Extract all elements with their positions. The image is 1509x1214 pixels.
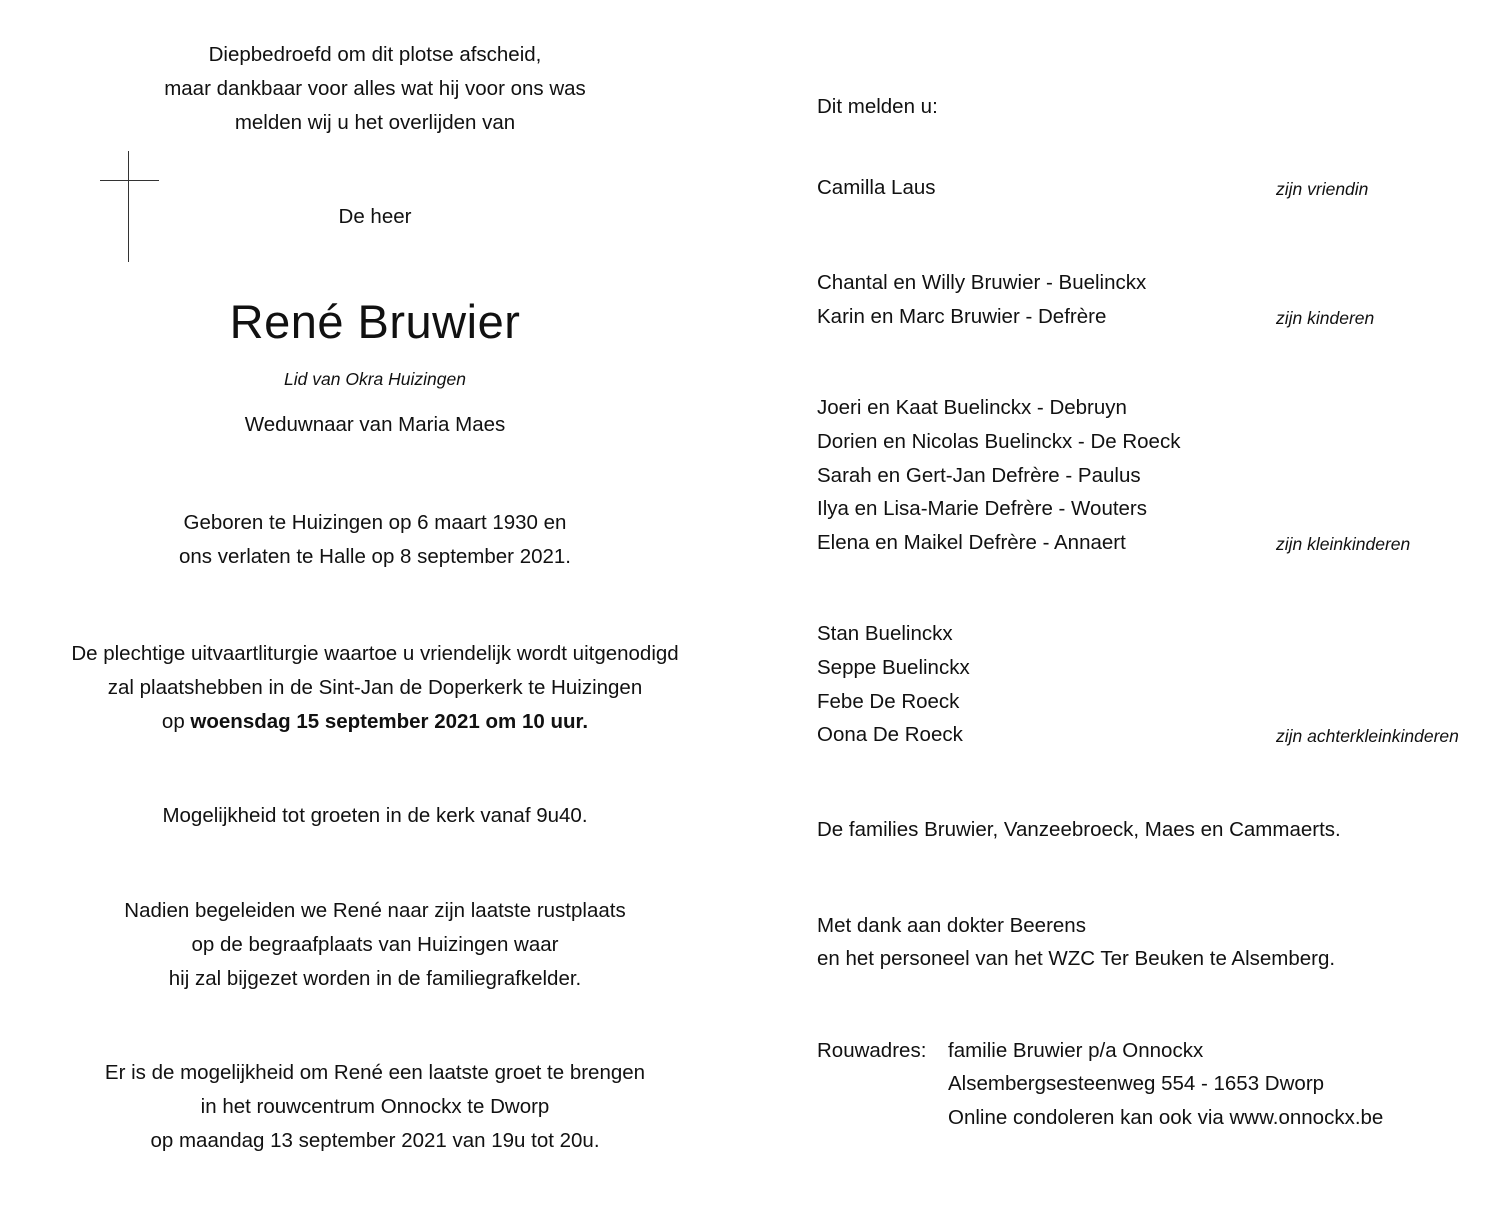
liturgy-line: zal plaatshebben in de Sint-Jan de Doperkerk te Huizingen <box>107 676 643 699</box>
address-line: familie Bruwier p/a Onnockx <box>948 1039 1204 1062</box>
announce-line: Dit melden u: <box>817 95 938 118</box>
address-line: Online condoleren kan ook via www.onnockx.be <box>948 1106 1384 1129</box>
grandchildren-role: zijn kleinkinderen <box>1276 534 1411 554</box>
honorific: De heer <box>338 205 412 228</box>
birth-line: Geboren te Huizingen op 6 maart 1930 en <box>183 511 567 534</box>
greeting-line: Mogelijkheid tot groeten in de kerk vanaf 9u40. <box>162 804 588 827</box>
intro-line: melden wij u het overlijden van <box>234 111 516 134</box>
great-grandchild-name: Stan Buelinckx <box>817 622 953 645</box>
birth-line: ons verlaten te Halle op 8 september 2021. <box>178 545 572 568</box>
liturgy-date-prefix: op <box>161 710 191 733</box>
great-grandchildren-role: zijn achterkleinkinderen <box>1276 726 1459 746</box>
thanks-line: en het personeel van het WZC Ter Beuken te Alsemberg. <box>817 947 1336 970</box>
grandchild-name: Sarah en Gert-Jan Defrère - Paulus <box>817 464 1141 487</box>
grandchild-name: Elena en Maikel Defrère - Annaert <box>817 531 1126 554</box>
grandchild-name: Joeri en Kaat Buelinckx - Debruyn <box>817 396 1127 419</box>
intro-line: Diepbedroefd om dit plotse afscheid, <box>208 43 542 66</box>
liturgy-date-line <box>40 705 710 739</box>
address-label: Rouwadres: <box>817 1039 927 1062</box>
burial-line: Nadien begeleiden we René naar zijn laatste rustplaats <box>124 899 626 922</box>
friend-role: zijn vriendin <box>1276 179 1369 199</box>
child-name: Karin en Marc Bruwier - Defrère <box>817 305 1107 328</box>
farewell-line: in het rouwcentrum Onnockx te Dworp <box>200 1095 550 1118</box>
grandchild-name: Dorien en Nicolas Buelinckx - De Roeck <box>817 430 1181 453</box>
farewell-line: Er is de mogelijkheid om René een laatste groet te brengen <box>104 1061 646 1084</box>
burial-line: op de begraafplaats van Huizingen waar <box>191 933 559 956</box>
thanks-line: Met dank aan dokter Beerens <box>817 914 1086 937</box>
great-grandchild-name: Oona De Roeck <box>817 723 963 746</box>
intro-line: maar dankbaar voor alles wat hij voor ons was <box>164 77 586 100</box>
left-column <box>40 38 710 1158</box>
burial-line: hij zal bijgezet worden in de familiegrafkelder. <box>168 967 582 990</box>
liturgy-line: De plechtige uitvaartliturgie waartoe u vriendelijk wordt uitgenodigd <box>71 642 679 665</box>
friend-name: Camilla Laus <box>817 176 936 199</box>
membership: Lid van Okra Huizingen <box>284 369 466 389</box>
widower-line: Weduwnaar van Maria Maes <box>244 413 506 436</box>
farewell-line: op maandag 13 september 2021 van 19u tot 20u. <box>150 1129 600 1152</box>
great-grandchild-name: Seppe Buelinckx <box>817 656 970 679</box>
child-name: Chantal en Willy Bruwier - Buelinckx <box>817 271 1147 294</box>
families-line: De families Bruwier, Vanzeebroeck, Maes en Cammaerts. <box>817 818 1341 841</box>
children-role: zijn kinderen <box>1276 308 1375 328</box>
great-grandchild-name: Febe De Roeck <box>817 690 960 713</box>
liturgy-date: woensdag 15 september 2021 om 10 uur. <box>190 710 589 733</box>
grandchild-name: Ilya en Lisa-Marie Defrère - Wouters <box>817 497 1148 520</box>
address-line: Alsembergsesteenweg 554 - 1653 Dworp <box>948 1072 1325 1095</box>
deceased-name: René Bruwier <box>229 295 521 348</box>
